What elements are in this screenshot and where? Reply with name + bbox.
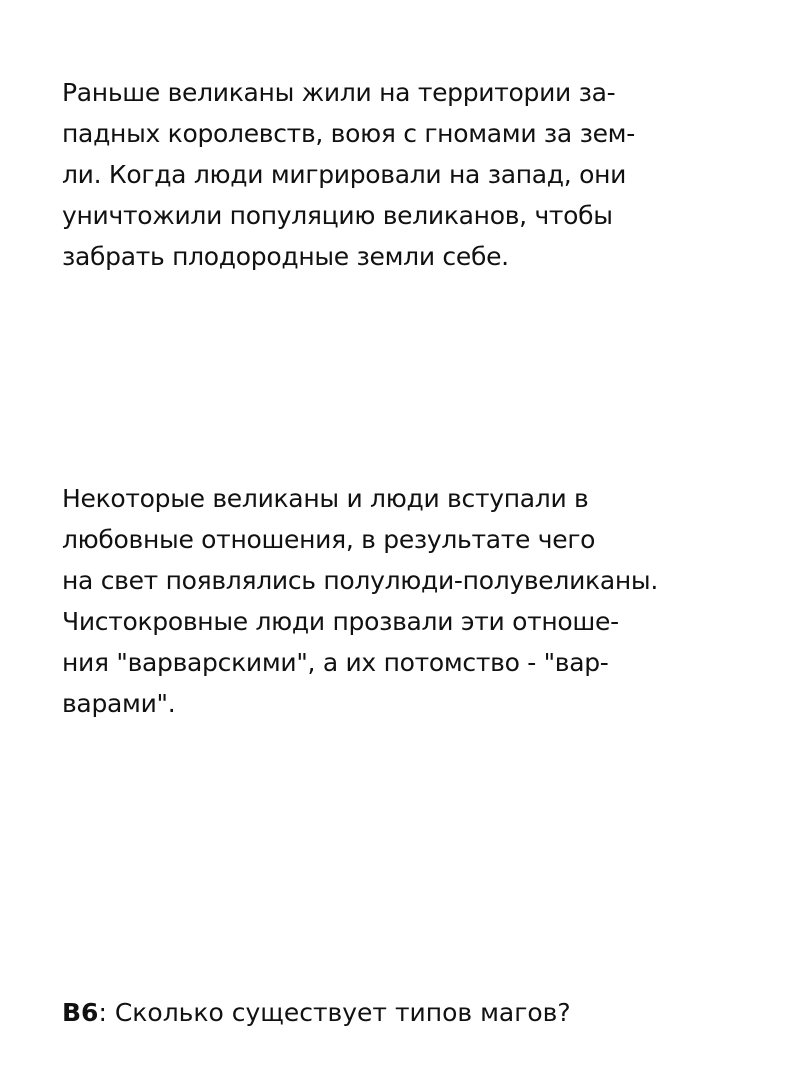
question-label: В6 [62, 998, 99, 1027]
text-line: варами". [62, 689, 176, 718]
text-line: ли. Когда люди мигрировали на запад, они [62, 160, 627, 189]
text-line: Раньше великаны жили на территории за- [62, 78, 616, 107]
text-line: ния "варварскими", а их потомство - "вар- [62, 648, 609, 677]
paragraph-half-giants [62, 478, 658, 724]
text-line: падных королевств, воюя с гномами за зем- [62, 119, 635, 148]
text-line: уничтожили популяцию великанов, чтобы [62, 201, 613, 230]
text-line: Чистокровные люди прозвали эти отноше- [62, 607, 619, 636]
paragraph-giants-history [62, 72, 635, 277]
question-text: Сколько существует типов магов? [106, 998, 571, 1027]
text-line: на свет появлялись полулюди-полувеликаны. [62, 566, 658, 595]
question-separator: : [98, 998, 107, 1027]
question-heading [62, 993, 571, 1033]
text-line: Некоторые великаны и люди вступали в [62, 484, 589, 513]
text-line: любовные отношения, в результате чего [62, 525, 596, 554]
text-line: забрать плодородные земли себе. [62, 242, 509, 271]
